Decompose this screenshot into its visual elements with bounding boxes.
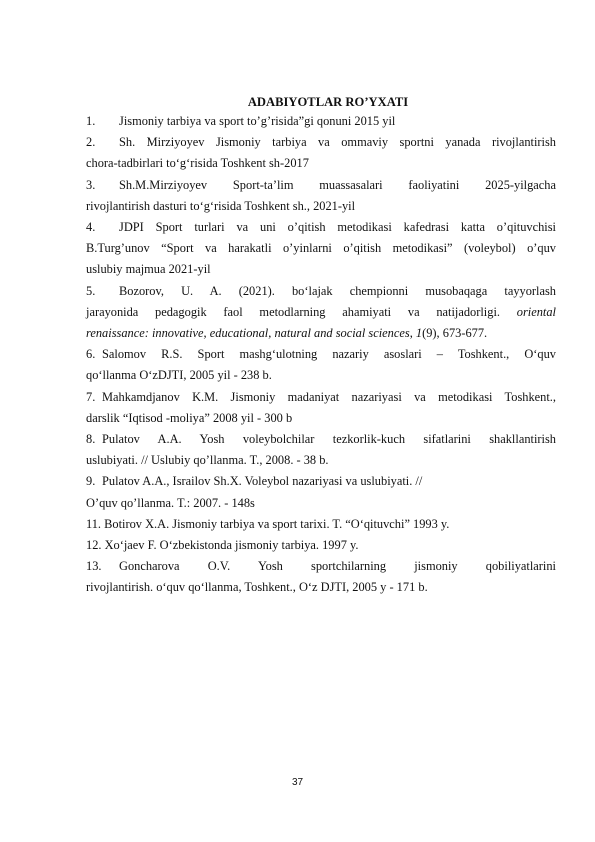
references-heading: ADABIYOTLAR RO’YXATI bbox=[247, 95, 409, 109]
reference-text: Mahkamdjanov K.M. Jismoniy madaniyat nazariyasi va metodikasi Toshkent., bbox=[102, 389, 556, 404]
reference-item bbox=[86, 429, 556, 471]
separator: , bbox=[409, 326, 416, 341]
reference-number: 1. bbox=[86, 114, 96, 128]
reference-text: Jismoniy tarbiya va sport to’g’risida”gi qonuni 2015 yil bbox=[119, 114, 396, 128]
reference-number: 9. bbox=[86, 474, 96, 489]
reference-page bbox=[86, 94, 556, 599]
issue-pages: (9), 673-677. bbox=[422, 326, 488, 341]
reference-item bbox=[86, 111, 556, 132]
reference-item bbox=[86, 514, 556, 535]
reference-number: 3. bbox=[86, 177, 96, 192]
reference-item bbox=[86, 387, 556, 429]
reference-item bbox=[86, 344, 556, 386]
volume: 1 bbox=[415, 326, 423, 341]
reference-text: Bozorov, U. A. (2021). bo‘lajak chempionni musobaqaga tayyorlash bbox=[119, 283, 556, 298]
reference-text: 11. Botirov X.A. Jismoniy tarbiya va sport tarixi. T. “O‘qituvchi” 1993 y. bbox=[86, 516, 450, 531]
reference-item bbox=[86, 281, 556, 345]
reference-number: 4. bbox=[86, 220, 96, 235]
reference-text: uslubiyati. // Uslubiy qo’llanma. T., 2008. - 38 b. bbox=[86, 453, 329, 468]
reference-text: uslubiy majmua 2021-yil bbox=[86, 262, 211, 277]
reference-text: O’quv qo’llanma. T.: 2007. - 148s bbox=[86, 495, 255, 510]
reference-number: 5. bbox=[86, 283, 96, 298]
reference-text: Sh. Mirziyoyev Jismoniy tarbiya va ommaviy sportni yanada rivojlantirish bbox=[119, 135, 556, 150]
reference-item bbox=[86, 471, 556, 513]
reference-item bbox=[86, 175, 556, 217]
reference-item bbox=[86, 217, 556, 281]
reference-item bbox=[86, 556, 556, 598]
reference-number: 13. bbox=[86, 559, 102, 574]
reference-number: 6. bbox=[86, 347, 96, 362]
reference-text: 12. Xo‘jaev F. O‘zbekistonda jismoniy tarbiya. 1997 y. bbox=[86, 538, 359, 553]
reference-text: jarayonida pedagogik faol metodlarning ahamiyati va natijadorligi. bbox=[86, 304, 500, 319]
reference-text: Goncharova O.V. Yosh sportchilarning jismoniy qobiliyatlarini bbox=[119, 559, 556, 574]
page-number: 37 bbox=[291, 777, 304, 788]
reference-item bbox=[86, 132, 556, 174]
reference-text: Sh.M.Mirziyoyev Sport-ta’lim muassasalari faoliyatini 2025-yilgacha bbox=[119, 177, 556, 192]
reference-text: darslik “Iqtisod -moliya” 2008 yil - 300 b bbox=[86, 410, 293, 425]
reference-text: Salomov R.S. Sport mashg‘ulotning nazariy asoslari – Toshkent., O‘quv bbox=[102, 347, 556, 362]
journal-name-start: oriental bbox=[516, 304, 556, 319]
reference-text: qo‘llanma O‘zDJTI, 2005 yil - 238 b. bbox=[86, 368, 272, 383]
reference-text: Pulatov A.A., Israilov Sh.X. Voleybol nazariyasi va uslubiyati. // bbox=[102, 474, 423, 489]
journal-name: renaissance: innovative, educational, natural and social sciences bbox=[86, 326, 410, 341]
reference-number: 2. bbox=[86, 135, 96, 150]
reference-text: JDPI Sport turlari va uni o’qitish metodikasi kafedrasi katta o’qituvchisi bbox=[119, 220, 556, 235]
reference-text: rivojlantirish. o‘quv qo‘llanma, Toshkent., O‘z DJTI, 2005 y - 171 b. bbox=[86, 580, 428, 595]
reference-number: 8. bbox=[86, 432, 96, 447]
reference-text: Pulatov A.A. Yosh voleybolchilar tezkorlik-kuch sifatlarini shakllantirish bbox=[102, 432, 556, 447]
reference-number: 7. bbox=[86, 389, 96, 404]
reference-text: chora-tadbirlari to‘g‘risida Toshkent sh-2017 bbox=[86, 156, 309, 171]
reference-text: B.Turg’unov “Sport va harakatli o’yinlarni o’qitish metodikasi” (voleybol) o’quv bbox=[86, 241, 556, 256]
reference-text: rivojlantirish dasturi to‘g‘risida Toshkent sh., 2021-yil bbox=[86, 198, 356, 213]
reference-item bbox=[86, 535, 556, 556]
